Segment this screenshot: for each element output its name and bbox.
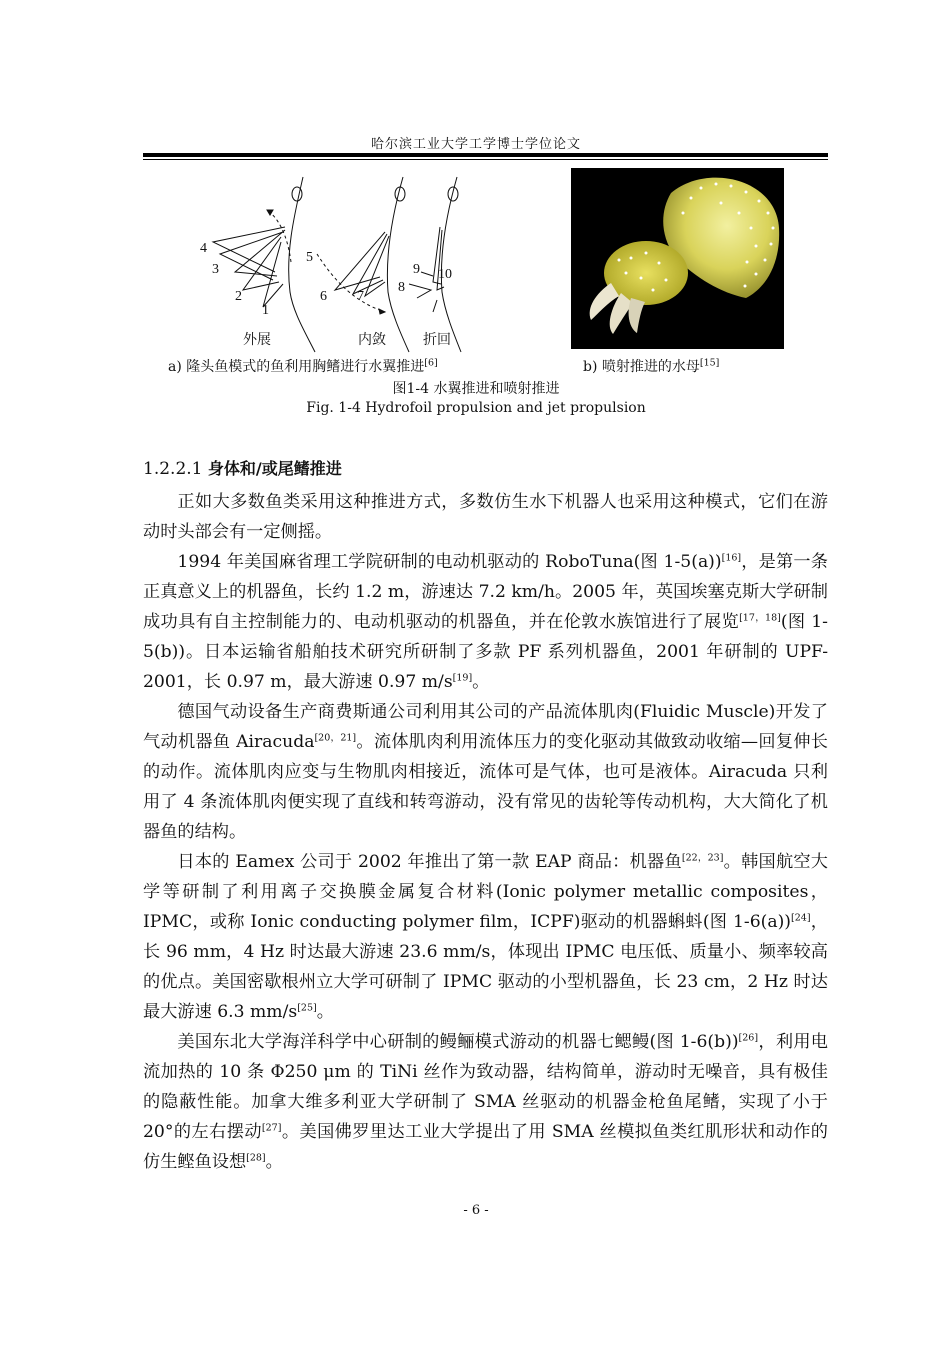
body-text xyxy=(143,487,828,1177)
hydrofoil-fin-diagram xyxy=(195,172,475,354)
phase-labels xyxy=(243,331,451,348)
page-header: 哈尔滨工业大学工学博士学位论文 xyxy=(370,137,581,152)
fish-outline-2 xyxy=(387,177,409,352)
label-4: 4 xyxy=(200,241,207,256)
label-9: 9 xyxy=(413,262,420,277)
arrow-head-1 xyxy=(267,210,273,215)
paragraph xyxy=(143,1027,828,1177)
fin-path-dashed-2 xyxy=(317,254,385,312)
paragraph-text: 德国气动设备生产商费斯通公司利用其公司的产品流体肌肉(Fluidic Muscle)开发了气动机器鱼 Airacuda xyxy=(143,702,828,752)
phase-label-adduct: 内敛 xyxy=(358,333,386,348)
paragraph-text: ，利用电流加热的 10 条 Φ250 μm 的 TiNi 丝作为致动器，结构简单，游动时无噪音，具有极佳的隐蔽性能。加拿大维多利亚大学研制了 SMA 丝驱动的机器金枪鱼尾鳍，实现了小于 20°的左右摆动 xyxy=(143,1032,828,1142)
label-10: 10 xyxy=(438,267,452,282)
leader-10 xyxy=(421,272,433,276)
label-3: 3 xyxy=(212,262,219,277)
fin-number-labels xyxy=(200,241,452,318)
caption-a-text: a) 隆头鱼模式的鱼利用胸鳍进行水翼推进 xyxy=(168,359,425,375)
caption-b-ref: [15] xyxy=(699,357,720,369)
citation-ref: [20，21] xyxy=(314,732,357,744)
citation-ref: [19] xyxy=(452,672,473,684)
paragraph-text: ，长 96 mm，4 Hz 时达最大游速 23.6 mm/s，体现出 IPMC 电压低、质量小、频率较高的优点。美国密歇根州立大学可研制了 IPMC 驱动的小型机器鱼，长 23 cm，2 Hz 时达最大游速 6.3 mm/s xyxy=(143,912,828,1022)
label-1: 1 xyxy=(262,303,269,318)
figure-caption-en: Fig. 1-4 Hydrofoil propulsion and jet propulsion xyxy=(306,400,646,416)
citation-ref: [16] xyxy=(721,552,742,564)
paragraph-text: 美国东北大学海洋科学中心研制的鳗鲡模式游动的机器七鳃鳗(图 1-6(b)) xyxy=(177,1032,739,1052)
paragraph-text: 。 xyxy=(472,672,490,692)
label-5: 5 xyxy=(306,250,313,265)
citation-ref: [26] xyxy=(738,1032,759,1044)
paragraph-text: ，是第一条正真意义上的机器鱼，长约 1.2 m，游速达 7.2 km/h。2005 年，英国埃塞克斯大学研制成功具有自主控制能力的、电动机驱动的机器鱼，并在伦敦水族馆进行了展览 xyxy=(143,552,828,632)
arrow-line-3 xyxy=(433,300,437,312)
jellyfish-illustration xyxy=(571,168,784,349)
paragraph xyxy=(143,697,828,847)
paragraph xyxy=(143,547,828,697)
paragraph-text: 正如大多数鱼类采用这种推进方式，多数仿生水下机器人也采用这种模式，它们在游动时头部会有一定侧摇。 xyxy=(143,492,828,542)
section-heading xyxy=(143,456,342,479)
paragraph-text: 。流体肌肉利用流体压力的变化驱动其做致动收缩—回复伸长的动作。流体肌肉应变与生物肌肉相接近，流体可是气体，也可是液体。Airacuda 只利用了 4 条流体肌肉便实现了直线和转弯游动，没有常见的齿轮等传动机构，大大简化了机器鱼的结构。 xyxy=(143,732,828,842)
citation-ref: [22，23] xyxy=(681,852,724,864)
citation-ref: [24] xyxy=(791,912,811,924)
jellyfish-photo xyxy=(571,168,784,349)
caption-b xyxy=(583,356,719,376)
phase-label-abduct: 外展 xyxy=(243,333,271,348)
caption-a xyxy=(168,356,438,376)
paragraph-text: 1994 年美国麻省理工学院研制的电动机驱动的 RoboTuna(图 1-5(a)) xyxy=(177,552,722,572)
label-2: 2 xyxy=(235,289,242,304)
paragraph-text: 。 xyxy=(265,1152,283,1172)
fin-ray-8 xyxy=(409,284,431,298)
citation-ref: [28] xyxy=(246,1152,266,1164)
fish-outline-3 xyxy=(441,177,461,352)
section-title: 身体和/或尾鳍推进 xyxy=(207,459,342,478)
fish-eye-3 xyxy=(448,187,458,201)
paragraph-text: 日本的 Eamex 公司于 2002 年推出了第一款 EAP 商品：机器鱼 xyxy=(177,852,682,872)
arrow-head-2 xyxy=(379,309,385,314)
citation-ref: [27] xyxy=(261,1122,282,1134)
paragraph-text: (图 1-5(b))。日本运输省船舶技术研究所研制了多款 PF 系列机器鱼，2001 年研制的 UPF-2001，长 0.97 m，最大游速 0.97 m/s xyxy=(143,612,828,692)
caption-b-text: b) 喷射推进的水母 xyxy=(583,359,700,375)
phase-label-return: 折回 xyxy=(423,333,451,348)
header-rule-thin xyxy=(143,159,828,160)
paragraph-text: 。韩国航空大学等研制了利用离子交换膜金属复合材料(Ionic polymer metallic composites，IPMC，或称 Ionic conducting polymer film，ICPF)驱动的机器蝌蚪(图 1-6(a)) xyxy=(143,852,828,932)
page-number: - 6 - xyxy=(463,1203,489,1218)
label-6: 6 xyxy=(320,289,327,304)
citation-ref: [17，18] xyxy=(739,612,781,624)
figure-caption-cn: 图1-4 水翼推进和喷射推进 xyxy=(392,381,560,397)
section-number: 1.2.2.1 xyxy=(143,459,203,479)
citation-ref: [25] xyxy=(297,1002,317,1014)
paragraph xyxy=(143,847,828,1027)
paragraph-text: 。 xyxy=(316,1002,334,1022)
caption-a-ref: [6] xyxy=(424,357,438,369)
label-7: 7 xyxy=(357,289,364,304)
fin-ray-7 xyxy=(353,234,387,294)
paragraph xyxy=(143,487,828,547)
fin-strokes xyxy=(213,177,461,352)
paragraph-text: 。美国佛罗里达工业大学提出了用 SMA 丝模拟鱼类红肌形状和动作的仿生鲣鱼设想 xyxy=(143,1122,828,1172)
header-rule-thick xyxy=(143,153,828,157)
label-8: 8 xyxy=(398,280,405,295)
